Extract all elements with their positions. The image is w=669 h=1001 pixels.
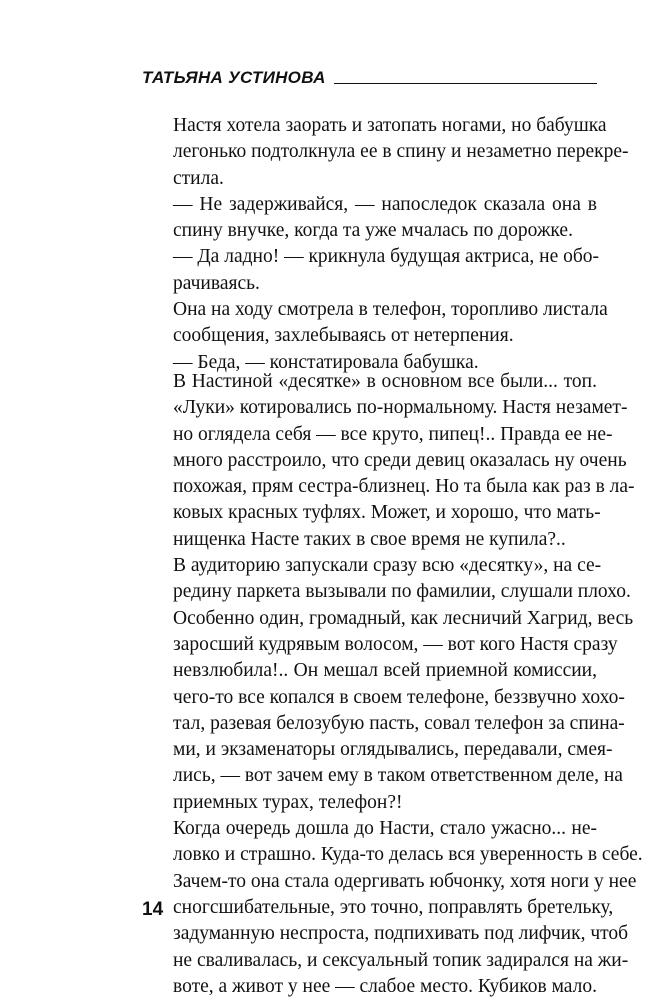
paragraph <box>142 244 600 297</box>
text-line: сногсшибательные, это точно, поправлять бретельку, <box>173 896 614 918</box>
paragraph <box>142 113 629 192</box>
text-line: легонько подтолкнула ее в спину и незаметно перекре- <box>173 141 629 163</box>
text-line: — Не задерживайся, — напоследок сказала она в <box>173 193 597 215</box>
paragraph <box>142 192 597 245</box>
text-line: «Луки» котировались по-нормальному. Настя незамет- <box>173 397 628 419</box>
text-line: невзлюбила!.. Он мешал всей приемной комиссии, <box>173 660 597 682</box>
text-line: ловко и страшно. Куда-то делась вся уверенность в себе. <box>173 844 643 866</box>
text-line: похожая, прям сестра-близнец. Но та была как раз в ла- <box>173 476 635 498</box>
text-line: Зачем-то она стала одергивать юбчонку, хотя ноги у нее <box>173 870 637 892</box>
text-line: — Беда, — констатировала бабушка. <box>173 351 479 373</box>
text-line: стила. <box>173 167 224 189</box>
text-line: воте, а живот у нее — слабое место. Кубиков мало. <box>173 975 597 997</box>
text-line: чего-то все копался в своем телефоне, беззвучно хохо- <box>173 686 625 708</box>
text-line: но оглядела себя — все круто, пипец!.. Правда ее не- <box>173 423 613 445</box>
paragraph <box>142 369 635 553</box>
header-rule <box>334 83 597 84</box>
text-line: Она на ходу смотрела в телефон, торопливо листала <box>173 299 608 321</box>
text-line: Когда очередь дошла до Насти, стало ужасно... не- <box>173 818 597 840</box>
text-line: Настя хотела заорать и затопать ногами, но бабушка <box>173 115 607 136</box>
text-line: нищенка Насте таких в свое время не купила?.. <box>173 528 566 550</box>
text-line: Особенно один, громадный, как лесничий Хагрид, весь <box>173 607 634 629</box>
page-number: 14 <box>142 899 164 920</box>
text-line: спину внучке, когда та уже мчалась по дорожке. <box>173 220 573 242</box>
paragraph <box>142 297 608 350</box>
text-line: сообщения, захлебываясь от нетерпения. <box>173 325 514 347</box>
text-line: приемных турах, телефон?! <box>173 791 403 813</box>
running-header <box>142 62 597 88</box>
text-line: — Да ладно! — крикнула будущая актриса, не обо- <box>173 246 600 268</box>
header-author: ТАТЬЯНА УСТИНОВА <box>142 68 326 87</box>
text-block-1 <box>142 113 629 376</box>
text-line: заросший кудрявым волосом, — вот кого Настя сразу <box>173 633 618 655</box>
text-line: задуманную неспроста, подпихивать под лифчик, чтоб <box>173 923 629 945</box>
text-line: не сваливалась, и сексуальный топик задирался на жи- <box>173 949 629 971</box>
paragraph <box>142 553 634 816</box>
text-block-2 <box>142 369 643 1000</box>
text-line: рачиваясь. <box>173 272 260 294</box>
text-line: В Настиной «десятке» в основном все были... топ. <box>173 371 597 392</box>
text-line: ми, и экзаменаторы оглядывались, передавали, смея- <box>173 739 613 761</box>
text-line: ковых красных туфлях. Может, и хорошо, что мать- <box>173 502 601 524</box>
text-line: много расстроило, что среди девиц оказалась ну очень <box>173 449 627 471</box>
text-line: тал, разевая белозубую пасть, совал телефон за спина- <box>173 712 625 734</box>
text-line: редину паркета вызывали по фамилии, слушали плохо. <box>173 581 631 603</box>
text-line: В аудиторию запускали сразу всю «десятку», на се- <box>173 555 602 577</box>
text-line: лись, — вот зачем ему в таком ответственном деле, на <box>173 765 623 787</box>
paragraph <box>142 816 643 1000</box>
